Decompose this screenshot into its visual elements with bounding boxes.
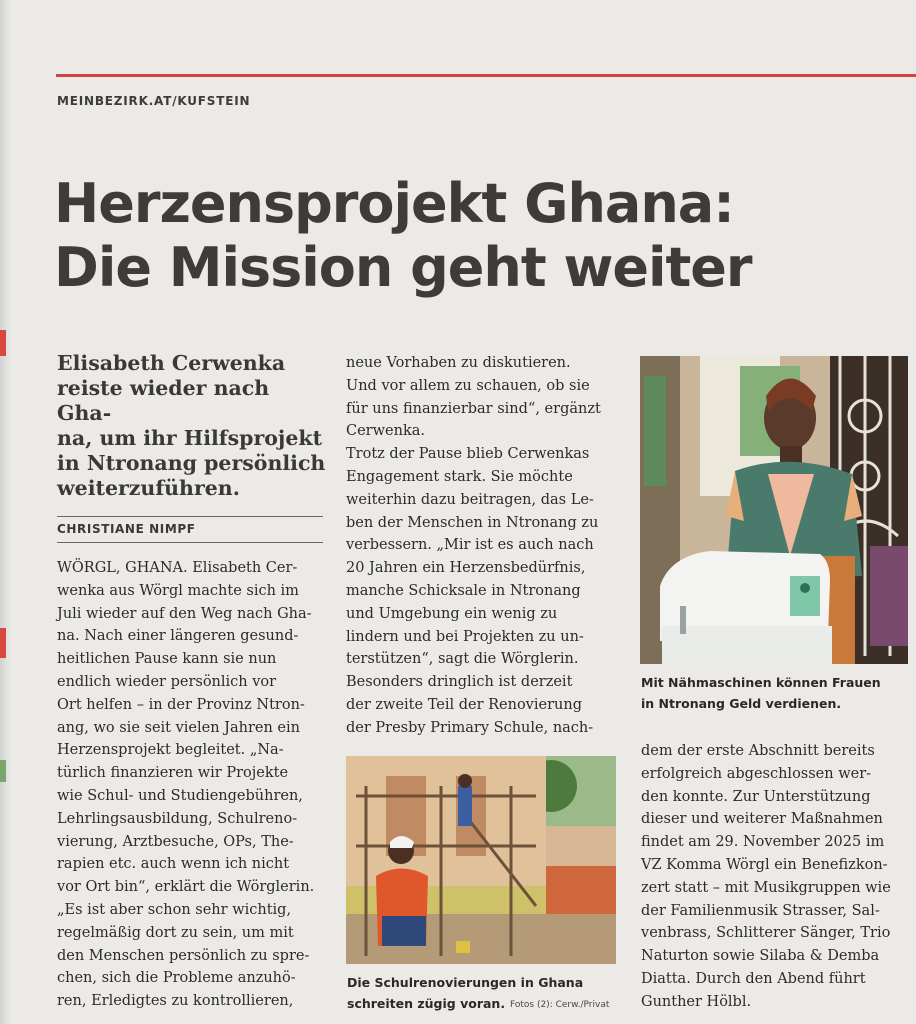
adjacent-page-red-mark [0, 330, 6, 356]
headline-line-2: Die Mission geht weiter [54, 236, 752, 299]
article-headline [54, 172, 914, 300]
sewing-machine-photo [640, 356, 908, 664]
sewing-photo-caption: Mit Nähmaschinen können Frauen in Ntronang Geld verdienen. [641, 675, 881, 711]
article-column-3: dem der erste Abschnitt bereits erfolgreich abgeschlossen wer- den konnte. Zur Unterstützung dieser und weiterer Maßnahmen findet am 29. November 2025 im VZ Komma Wörgl ein Benefizkon- zert statt – mit Musikgruppen wie der Familienmusik Strasser, Sal- venbrass, Schlitterer Sänger, Trio Naturton sowie Silaba & Demba Diatta. Durch den Abend führt Gunther Hölbl. [641, 743, 891, 1010]
school-photo-caption: Die Schulrenovierungen in Ghana schreiten zügig voran. [347, 975, 584, 1011]
section-kicker: MEINBEZIRK.AT/KUFSTEIN [57, 94, 251, 108]
adjacent-page-green-mark [0, 760, 6, 782]
headline-line-1: Herzensprojekt Ghana: [54, 172, 734, 235]
article-column-1: WÖRGL, GHANA. Elisabeth Cer- wenka aus Wörgl machte sich im Juli wieder auf den Weg nach Gha- na. Nach einer längeren gesund- heitlichen Pause kann sie nun endlich wieder persönlich vor Ort helfen – in der Provinz Ntron- ang, wo sie seit vielen Jahren ein Herzensprojekt begleitet. „Na- türlich finanzieren wir Projekte wie Schul- und Studiengebühren, Lehrlingsausbildung, Schulreno- vierung, Arztbesuche, OPs, The- rapien etc. auch wenn ich nicht vor Ort bin“, erklärt die Wörglerin. „Es ist aber schon sehr wichtig, regelmäßig dort zu sein, um mit den Menschen persönlich zu spre- chen, sich die Probleme anzuhö- ren, Erledigtes zu kontrollieren, [57, 560, 315, 1010]
author-rule-bottom [57, 542, 323, 543]
article-teaser: Elisabeth Cerwenka reiste wieder nach Gha- na, um ihr Hilfsprojekt in Ntronang persönlich weiterzuführen. [57, 351, 326, 500]
page-fold-edge [0, 0, 12, 1024]
top-accent-rule [56, 74, 916, 77]
author-byline: CHRISTIANE NIMPF [57, 522, 196, 536]
article-column-2: neue Vorhaben zu diskutieren. Und vor allem zu schauen, ob sie für uns finanzierbar sind“, ergänzt Cerwenka. Trotz der Pause blieb Cerwenkas Engagement stark. Sie möchte weiterhin dazu beitragen, das Le- ben der Menschen in Ntronang zu verbessern. „Mir ist es auch nach 20 Jahren ein Herzensbedürfnis, manche Schicksale in Ntronang und Umgebung ein wenig zu lindern und bei Projekten zu un- terstützen“, sagt die Wörglerin. Besonders dringlich ist derzeit der zweite Teil der Renovierung der Presby Primary Schule, nach- [346, 355, 601, 736]
photo-credit: Fotos (2): Cerw./Privat [510, 1000, 610, 1010]
author-rule-top [57, 516, 323, 517]
school-renovation-photo [346, 756, 616, 964]
adjacent-page-red-mark [0, 628, 6, 658]
